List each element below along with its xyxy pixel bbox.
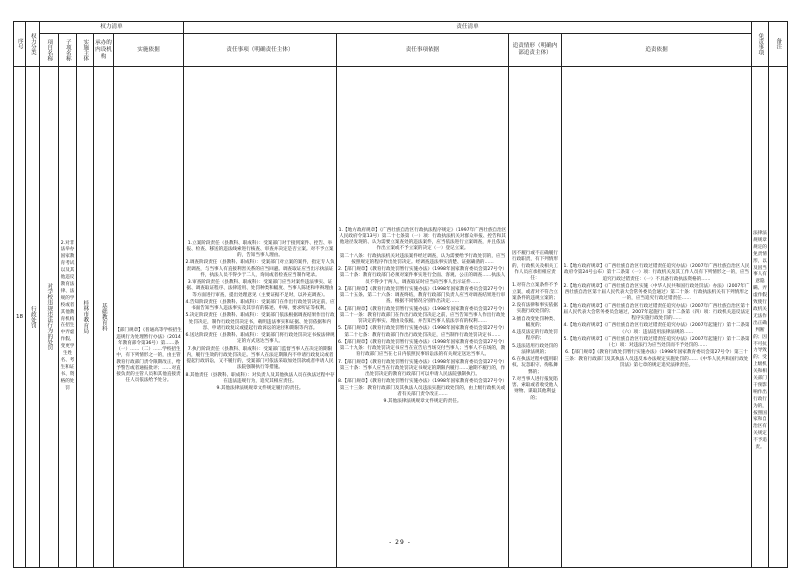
header-row-1 (14, 22, 788, 34)
header-item-name: 项目名称 (40, 34, 59, 67)
account-basis-item: 2.【地方政府规章】《广西壮族自治区实施〈中华人民共和国行政处罚法〉办法》（2007年广西壮族自治区第十届人民代表大会常务委员会通过）第二十条：行政执法机关有下列情形之一的，应当追究行政过错责任…… (563, 283, 750, 302)
resp-basis-item: 9.其他法律法规规章文件规定的责任。 (383, 399, 462, 405)
header-accountability: 追责情形（明确内部追责主体） (509, 34, 562, 67)
row-remark (769, 67, 788, 568)
header-seq: 序号 (14, 22, 26, 67)
resp-basis-item: 6.【部门规章】《教育行政处罚暂行实施办法》（1998年国家教育委员会第27号令）第二十九条：行政处罚决定书应当在宣告后当场交付当事人；当事人不在场的，教育行政部门应当在七日内依照民事诉讼法的有关规定送达当事人。 (338, 339, 507, 358)
account-item: 6.在执法过程中滥用职权、玩忽职守、徇私舞弊的； (512, 357, 558, 375)
header-category: 权力分类 (26, 22, 40, 67)
account-basis-item: 4.【地方政府规章】《广西壮族自治区行政过错责任追究办法》（2007年起施行）第十二条第（六）项：违法适用法律法规的…… (563, 323, 750, 335)
header-sub-name: 子项名称 (59, 34, 77, 67)
row-sub-name: 2.对非法举办国家教育考试以及其他违反教育法律、法规的学校或者其他教育机构在招生中弄虚作假、变更学生姓名、考生和证书、资格的处罚 (59, 67, 77, 568)
resp-basis-item: 5.【部门规章】《教育行政处罚暂行实施办法》（1998年国家教育委员会第27号令）第二十七条：教育行政部门作出行政处罚决定，应当制作行政处罚决定书…… (338, 326, 507, 338)
account-item: 5.违法适用行政处罚的法律法规的； (512, 343, 558, 355)
account-basis-item: 5.【地方政府规章】《广西壮族自治区行政过错责任追究办法》（2007年起施行）第十二条第（七）项：对违法行为应当处罚而不予处罚的…… (563, 336, 750, 348)
row-resp-basis (337, 67, 509, 568)
header-resp-list: 责任清单 (184, 22, 752, 34)
account-item: 7.对当事人进行报复陷害、索取或者收受他人财物、谋取其他利益的； (512, 376, 558, 401)
header-remark: 备注 (769, 22, 788, 67)
resp-basis-item: 8.【部门规章】《教育行政处罚暂行实施办法》（1998年国家教育委员会第27号令）第三十三条：教育行政部门及其执法人员违法实施行政处罚的，由上级行政机关或者有关部门责令改正…… (338, 379, 507, 397)
row-internal-org: 基础教育科 (94, 67, 114, 568)
page-number: - 29 - (389, 539, 411, 546)
resp-item: 4.告知阶段责任（县教科、职成科）：受案部门在作出行政处罚决定前，应书面告知当事人违法事实及其享有的陈述、申辩、要求听证等权利。 (185, 299, 335, 312)
header-basis: 实施依据 (114, 34, 184, 67)
table-row (14, 67, 788, 568)
resp-item: 9.其他法律法规规章文件规定履行的责任。 (216, 386, 304, 392)
account-item: 因不履行或不正确履行行政职责，有下列情形的，行政机关及相关工作人员应承担相应责任： (512, 251, 558, 282)
account-item: 3.擅自改变处罚种类、幅度的； (512, 316, 558, 328)
account-item: 2.没有法律和事实依据实施行政处罚的； (512, 303, 558, 315)
row-account-basis (562, 67, 752, 568)
account-basis-item: 1.【地方政府规章】《广西壮族自治区行政过错责任追究办法》（2007年广西壮族自治区人民政府令第24号公布）第十二条第（一）项：行政机关及其工作人员有下列情形之一的，应当追究行政过错责任：（一）不具备行政执法资格的…… (563, 264, 750, 282)
row-category: 行政处罚 (26, 67, 40, 568)
resp-item: 7.执行阶段责任（县教科、职成科）：受案部门监督当事人在决定的期限内，履行生效的行政处罚决定。当事人在法定期限内不申请行政复议或者提起行政诉讼，又不履行的，受案部门可依法采取加处罚款或者申请人民法院强制执行等措施。 (186, 346, 334, 371)
row-subject: 桂林市教育局 (77, 67, 94, 568)
resp-basis-item: 1.【地方政府规章】《广西壮族自治区行政执法程序规定》（1997年广西壮族自治区人民政府令第13号）第二十七条第（一）项：行政执法机关对群众举报、控告和其他途径发现的、认为需要立案查处的违法案件，应当依法进行立案调查，并且依法作出立案或不予立案的决定（一）登记立案。 (338, 227, 507, 252)
header-row-2 (14, 34, 788, 67)
header-subject: 实施主体 (77, 34, 94, 67)
header-exemption: 免责事项 (752, 22, 769, 67)
header-account-basis: 追责依据 (562, 34, 752, 67)
resp-item: 3.审查阶段责任（县教科、职成科）：受案部门应当对案件违法事实、证据、调查取证程序、法律适用、处罚种类和幅度、当事人陈述和申辩理由等方面进行审查，提出处理意见（主要证据不足时，以补充调查）。 (186, 280, 334, 298)
header-resp-items: 责任事项（明确责任主体） (184, 34, 337, 67)
row-resp-items (184, 67, 337, 568)
row-accountability (509, 67, 562, 568)
row-seq: 18 (14, 67, 26, 568)
resp-basis-item: 2.【部门规章】《教育行政处罚暂行实施办法》（1998年国家教育委员会第27号令）第二十条：教育行政部门必须对案件事实进行全面、客观、公正的调查……执法人员不得少于两人，调查取证时应当向当事人出示证件…… (338, 267, 507, 285)
row-item-name: 对学校违规违法行为的处罚 (40, 67, 59, 568)
header-power-list: 权力清单 (40, 22, 184, 34)
header-resp-basis: 责任事项依据 (337, 34, 509, 67)
account-item: 4.违反法定的行政处罚程序的； (512, 330, 558, 342)
account-basis-item: 6.【部门规章】《教育行政处罚暂行实施办法》（1998年国家教育委员会第27号令）第三十三条：教育行政部门及其执法人员违反本办法规定实施处罚的……《中华人民共和国行政处罚法》第七章的规定追究法律责任。 (564, 350, 749, 368)
resp-basis-item: 3.【部门规章】《教育行政处罚暂行实施办法》（1998年国家教育委员会第27号令）第二十五条、第二十六条：调查终结，教育行政部门负责人应当对调查结果进行审查，根据不同情况分别作出决定…… (338, 286, 507, 305)
header-internal-org: 承办的内设机构 (94, 34, 114, 67)
resp-item: 6.送达阶段责任（县教科、职成科）：受案部门将行政处罚决定书按法律规定的方式送达当事人。 (185, 333, 335, 345)
resp-basis-item: 7.【部门规章】《教育行政处罚暂行实施办法》（1998年国家教育委员会第27号令）第三十条：当事人应当在行政处罚决定书规定的期限内履行……逾期不履行的，作出处罚决定的教育行政部门可以申请人民法院强制执行。 (338, 359, 507, 378)
account-basis-item: 3.【地方政府规章】《广西壮族自治区行政过错责任追究办法》（2007年广西壮族自治区第十届人民代表大会常务委员会通过，2007年起施行）第十二条第（四）项：行政机关违反法定程序实施行政处罚的…… (563, 303, 750, 321)
resp-item: 1.立案阶段责任（县教科、职成科）：受案部门对于接到案件、控告、举报、检查、移送的违法线索进行核查、审查并决定是否立案。对不予立案的，告知当事人理由。 (186, 240, 334, 259)
resp-item: 5.决定阶段责任（县教科、职成科）：受案部门依法根据调查结果作出行政处罚决定，制作行政处罚决定书，载明违法事实和证据、处罚依据和内容、申请行政复议或提起行政诉讼的途径和期限等内容。 (185, 313, 335, 331)
resp-basis-item: 4.【部门规章】《教育行政处罚暂行实施办法》（1998年国家教育委员会第27号令）第二十一条：教育行政部门在作出行政处罚决定之前，应当告知当事人作出行政处罚决定的事实、理由及依据，并告知当事人依法享有的权利…… (338, 306, 507, 325)
resp-item: 2.调查阶段责任（县教科、职成科）：受案部门对立案的案件，指定专人负责调查，与当事人有直接利害关系的应当回避。调查取证应当出示执法证件，执法人员不得少于二人，询问或者检查应当制作笔录。 (185, 260, 335, 278)
resp-item: 8.其他责任（县教科、职成科）：对负责人及其他执法人员在执法过程中存在违法违规行为，追究其相应责任。 (185, 372, 335, 384)
resp-basis-item: 第二十八条：行政执法机关对违法案件经过调查，认为需要给予行政处罚的，应当按照规定的程序作出处罚决定。经调查违法事实清楚、证据确凿的…… (339, 253, 506, 265)
row-exemption: 法律法规规章规定的免责情形，以及因当事人有意隐瞒、弄虚作假致使行政机关无法作出正确判断的；因不可抗力导致的；受上级机关和相关部门干预影响作出行政行为的，按照国家和自治区有关规定不予追责。 (752, 67, 769, 568)
row-basis: 【部门规章】《普通高等学校招生违规行为处理暂行办法》（2014年教育部令第36号）第……条（一）……（二）……学校招生中，有下列情形之一的，由主管教育行政部门责令限期改正，给予警告或者通报批评；……对直接负责的主管人员和其他直接责任人员依法给予处分。 (114, 67, 184, 568)
power-responsibility-table (13, 21, 788, 568)
account-item: 1.对符合立案条件不予立案，或者对不符合立案条件的违规立案的； (512, 283, 558, 301)
